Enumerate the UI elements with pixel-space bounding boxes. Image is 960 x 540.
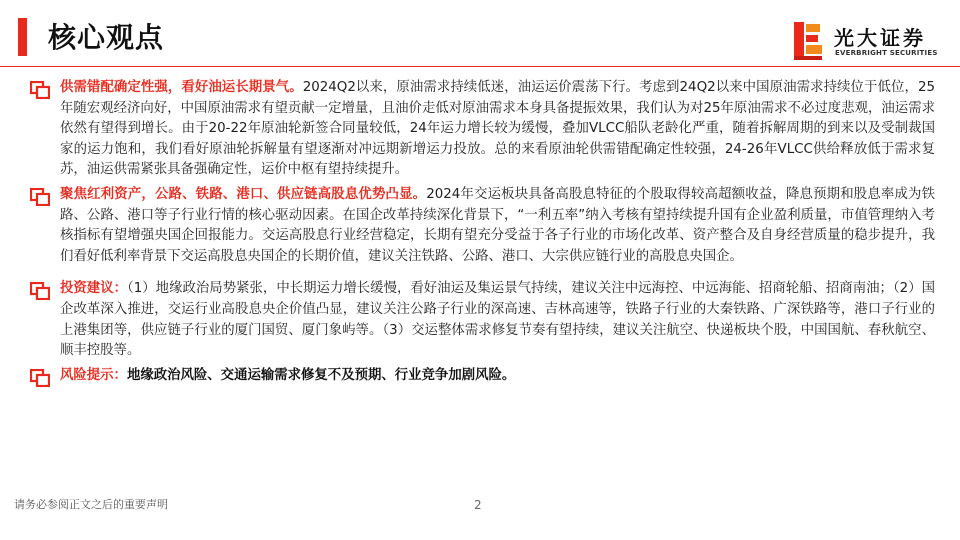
header-divider: [0, 66, 960, 67]
point-body: 地缘政治风险、交通运输需求修复不及预期、行业竞争加剧风险。: [126, 367, 516, 383]
point-text: [60, 78, 935, 181]
bullet-square-icon: [30, 188, 50, 206]
point-lead: 供需错配确定性强，看好油运长期景气。: [60, 80, 303, 95]
point-body: （1）地缘政治局势紧张，中长期运力增长缓慢，看好油运及集运景气持续，建议关注中远海控、中远海能、招商轮船、招商南油；（2）国企改革深入推进，交运行业高股息央企价值凸显，建议关注公路子行业的深高速、吉林高速等，铁路子行业的大秦铁路、广深铁路等，港口子行业的上港集团等，供应链子行业的厦门国贸、厦门象屿等。（3）交运整体需求修复节奏有望持续，建议关注航空、快递板块个股，中国国航、春秋航空、顺丰控股等。: [60, 281, 935, 359]
point-lead: 投资建议：: [60, 281, 128, 297]
page-number: 2: [474, 498, 482, 512]
bullet-square-icon: [30, 81, 50, 99]
bullet-square-icon: [30, 369, 50, 387]
point-investment-advice: [30, 279, 935, 361]
bullet-square-icon: [30, 282, 50, 300]
point-lead: 聚焦红利资产，公路、铁路、港口、供应链高股息优势凸显。: [60, 186, 427, 202]
title-accent-bar: [18, 18, 27, 56]
point-dividend-assets: [30, 185, 935, 267]
point-body: 2024Q2以来，原油需求持续低迷，油运运价震荡下行。考虑到24Q2以来中国原油需求持续位于低位，25年随宏观经济向好，中国原油需求有望贡献一定增量，且油价走低对原油需求本身具备提振效果，我们认为对25年原油需求不必过度悲观，油运需求依然有望得到增长。由于20-22年原油轮新签合同量较低，24年运力增长较为缓慢，叠加VLCC船队老龄化严重，随着拆解周期的到来以及受制裁国家的运力饱和，我们看好原油轮拆解量有望逐渐对冲远期新增运力投放。总的来看原油轮供需错配确定性较强，24-26年VLCC供给释放低于需求复苏，油运供需紧张具备强确定性，运价中枢有望持续提升。: [60, 80, 935, 178]
point-text: [60, 279, 935, 361]
brand-logo: [790, 20, 950, 64]
point-risk-warning: [30, 366, 935, 387]
point-supply-demand: [30, 78, 935, 181]
point-text: [60, 366, 935, 387]
point-lead: 风险提示：: [60, 367, 127, 383]
page-title: 核心观点: [48, 21, 165, 54]
logo-name-cn: 光大证券: [834, 26, 926, 50]
logo-name-en: EVERBRIGHT SECURITIES: [835, 49, 938, 57]
footer-disclaimer: 请务必参阅正文之后的重要声明: [14, 498, 168, 511]
point-body: 2024年交运板块具备高股息特征的个股取得较高超额收益，降息预期和股息率成为铁路、公路、港口等子行业行情的核心驱动因素。在国企改革持续深化背景下，“一利五率”纳入考核有望持续提升国有企业盈利质量，市值管理纳入考核指标有望增强央国企回报能力。交运高股息行业经营稳定，长期有望充分受益于各子行业的市场化改革、资产整合及自身经营质量的稳步提升，我们看好低利率背景下交运高股息央国企的长期价值，建议关注铁路、公路、港口、大宗供应链行业的高股息央国企。: [60, 186, 936, 264]
key-points: [30, 78, 935, 386]
everbright-logo-icon: [790, 20, 824, 62]
point-text: [60, 185, 935, 267]
